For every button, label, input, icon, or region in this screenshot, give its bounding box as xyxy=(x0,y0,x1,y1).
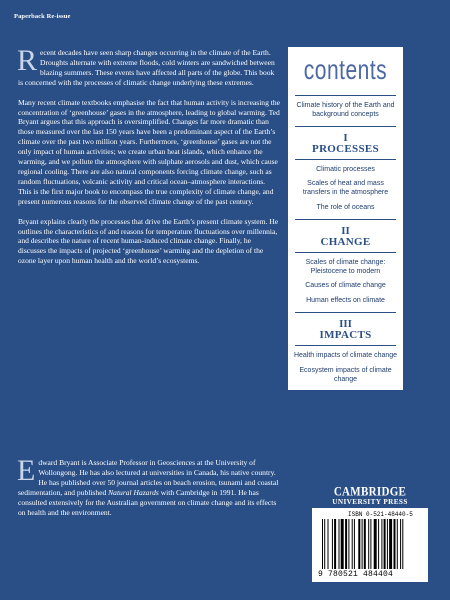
contents-panel xyxy=(288,47,403,390)
contents-entry: The role of oceans xyxy=(316,203,375,211)
author-bio-text xyxy=(17,454,280,517)
isbn-label: ISBN 0-521-48440-5 xyxy=(348,511,413,518)
publisher-subname: UNIVERSITY PRESS xyxy=(332,498,408,506)
section-number: I xyxy=(343,131,348,144)
contents-entry: Climatic processes xyxy=(316,165,375,173)
section-title: PROCESSES xyxy=(312,142,379,155)
contents-entry: Causes of climate change xyxy=(305,282,386,290)
author-bio xyxy=(17,454,280,517)
barcode-icon xyxy=(322,519,420,569)
contents-entry: Health impacts of climate change xyxy=(293,351,398,359)
contents-entry: Climate history of the Earth and background concepts xyxy=(296,102,395,118)
publisher-name: CAMBRIDGE xyxy=(333,485,407,499)
divider xyxy=(295,312,396,313)
blurb-paragraph-1 xyxy=(17,44,280,88)
bio-text-b: with Cambridge in 1991. He has consulted extensively for the Australian government on climate change and its effects on health and the environment. xyxy=(18,487,277,517)
blurb-paragraph-3: Bryant explains clearly the processes that drive the Earth’s present climate system. He outlines the characteristics of and reasons for temperature fluctuations over millennia, and describes the nature of recent human-induced climate change. Finally, he discusses the impacts of projected ‘greenhouse’ warming and the depletion of the ozone layer upon human health and the world’s ecosystems. xyxy=(18,216,279,266)
divider xyxy=(295,345,396,346)
section-impacts xyxy=(293,319,398,384)
divider xyxy=(295,95,396,96)
contents-entry: Ecosystem impacts of climate change xyxy=(299,366,392,383)
blurb-paragraph-2: Many recent climate textbooks emphasise the fact that human activity is increasing the concentration of ‘greenhouse’ gases in the atmosphere, leading to global warming. Ted Bryant argues that this approach is oversimplified. Changes far more dramatic than those measured over the last 150 years have been a predominant aspect of the Earth’s climate over the past two million years. Furthermore, ‘greenhouse’ gases are not the only impact of human activities; we create urban heat islands, which enhance the warming, and we pollute the atmosphere with sulphate aerosols and dust, which cause regional cooling. There are also natural components forcing climate change, such as random fluctuations, volcanic activity and critical ocean–atmosphere interactions. This is the first major book to encompass the true complexity of climate change, and present numerous reasons for the observed climate change of the past century. xyxy=(18,97,280,206)
divider xyxy=(295,159,396,160)
contents-entry: Scales of climate change: Pleistocene to modern xyxy=(305,258,386,275)
section-change xyxy=(293,226,398,313)
publisher-block xyxy=(308,486,432,584)
contents-entry: Scales of heat and mass transfers in the atmosphere xyxy=(302,180,389,197)
dropcap-letter: E xyxy=(17,454,36,487)
barcode-panel xyxy=(312,508,428,582)
section-number: III xyxy=(339,317,352,330)
section-title: CHANGE xyxy=(320,235,371,248)
divider xyxy=(295,252,396,253)
section-title: IMPACTS xyxy=(319,328,372,341)
divider xyxy=(295,126,396,127)
contents-heading: contents xyxy=(303,55,388,86)
bio-text-a: dward Bryant is Associate Professor in Geosciences at the University of Wollongong. He has also lectured at universities in Canada, his native country. He has published over 50 journal articles on beach erosion, tsunami and coastal sedimentation, and published xyxy=(18,458,279,497)
dropcap-letter: R xyxy=(17,44,38,77)
divider xyxy=(295,219,396,220)
contents-entry: Human effects on climate xyxy=(306,297,385,305)
section-number: II xyxy=(341,224,350,237)
edition-label: Paperback Re-issue xyxy=(14,13,71,20)
book-title-italic: Natural Hazards xyxy=(108,487,159,497)
barcode-number: 9 780521 484404 xyxy=(318,570,394,579)
section-processes xyxy=(293,133,398,220)
blurb xyxy=(17,44,280,276)
blurb-paragraph-1-text: ecent decades have seen sharp changes occurring in the climate of the Earth. Droughts alternate with extreme floods, cold winters are sandwiched between blazing summers. These events have affected all parts of the globe. This book is concerned with the processes of climatic change underlying these extremes. xyxy=(18,48,275,87)
